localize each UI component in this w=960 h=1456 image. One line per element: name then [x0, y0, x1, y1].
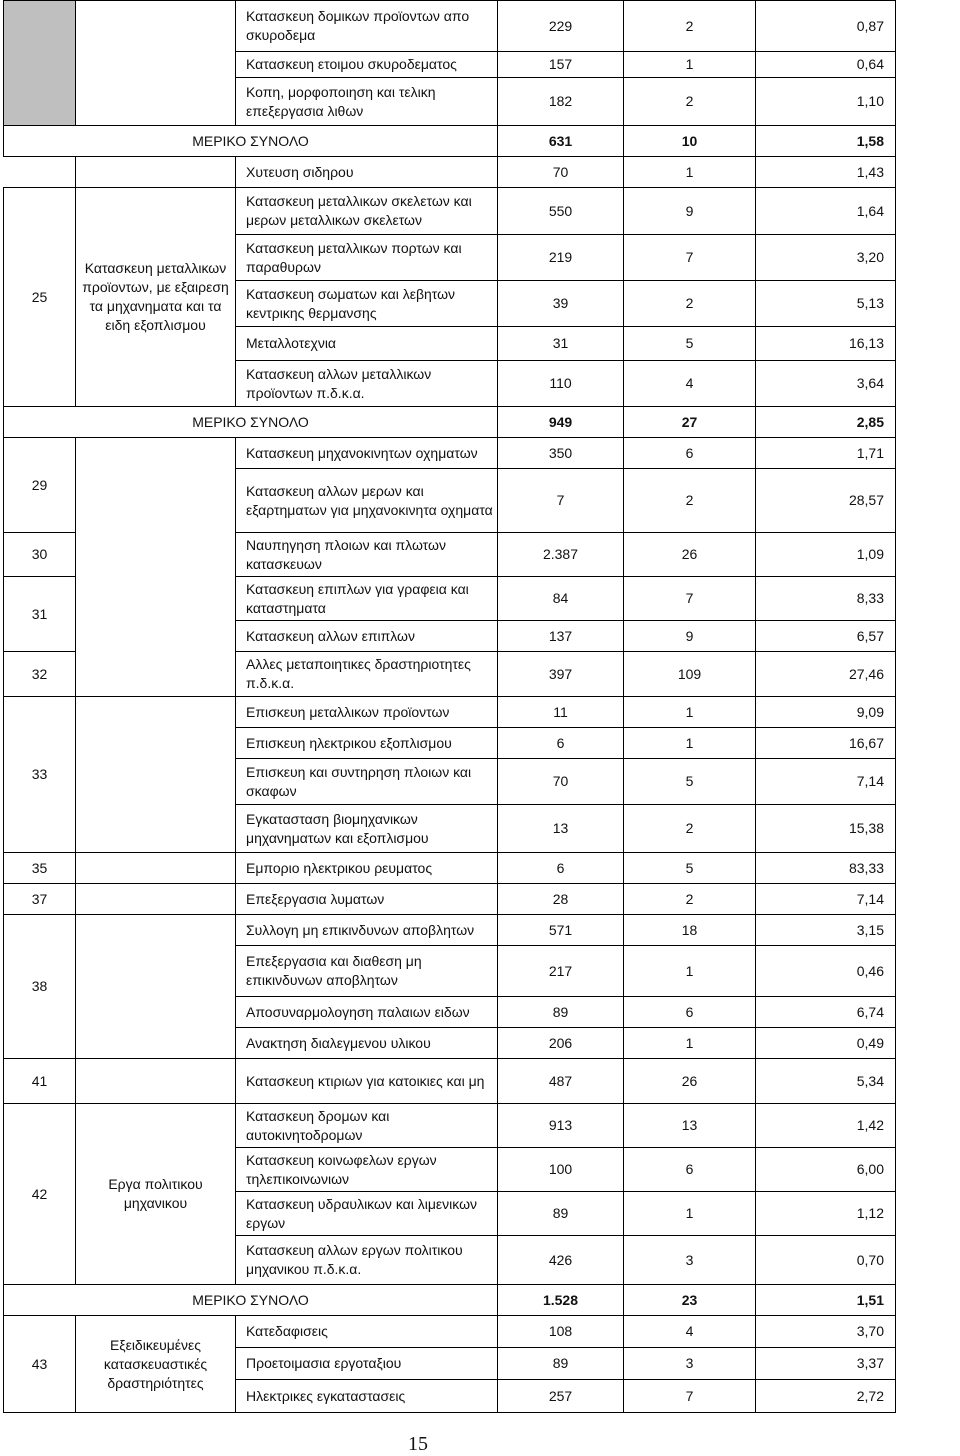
ratio-cell: 6,74 [755, 996, 896, 1028]
subtotal-label: ΜΕΡΙΚΟ ΣΥΝΟΛΟ [3, 1284, 498, 1316]
total-cell: 913 [497, 1103, 624, 1148]
activity-cell: Κατασκευη μεταλλικων πορτων και παραθυρων [235, 234, 498, 281]
activity-cell: Κατασκευη αλλων εργων πολιτικου μηχανικου π.δ.κ.α. [235, 1235, 498, 1285]
activity-cell: Επισκευη ηλεκτρικου εξοπλισμου [235, 727, 498, 759]
subtotal-label: ΜΕΡΙΚΟ ΣΥΝΟΛΟ [3, 125, 498, 157]
ratio-cell: 1,12 [755, 1191, 896, 1236]
code-cell-empty [3, 0, 76, 126]
group-cell-empty [75, 914, 236, 1059]
ratio-cell: 9,09 [755, 696, 896, 728]
activity-cell: Κατασκευη μεταλλικων σκελετων και μερων μεταλλικων σκελετων [235, 187, 498, 235]
ratio-cell: 27,46 [755, 651, 896, 697]
ratio-cell: 5,13 [755, 280, 896, 327]
subtotal-total: 1.528 [497, 1284, 624, 1316]
accidents-cell: 7 [623, 234, 756, 281]
group-cell: Κατασκευη μεταλλικων προϊοντων, με εξαιρεση τα μηχανηματα και τα ειδη εξοπλισμου [75, 187, 236, 407]
activity-cell: Προετοιμασια εργοταξιου [235, 1347, 498, 1380]
ratio-cell: 1,42 [755, 1103, 896, 1148]
ratio-cell: 7,14 [755, 758, 896, 805]
total-cell: 350 [497, 437, 624, 469]
activity-cell: Ναυπηγηση πλοιων και πλωτων κατασκευων [235, 532, 498, 577]
group-cell-empty [75, 852, 236, 884]
subtotal-ratio: 1,58 [755, 125, 896, 157]
ratio-cell: 0,64 [755, 51, 896, 78]
accidents-cell: 5 [623, 758, 756, 805]
ratio-cell: 3,70 [755, 1315, 896, 1348]
accidents-cell: 5 [623, 852, 756, 884]
code-cell: 42 [3, 1103, 76, 1285]
ratio-cell: 0,49 [755, 1027, 896, 1059]
accidents-cell: 4 [623, 1315, 756, 1348]
code-cell: 41 [3, 1058, 76, 1104]
ratio-cell: 28,57 [755, 468, 896, 533]
total-cell: 426 [497, 1235, 624, 1285]
activity-cell: Συλλογη μη επικινδυνων αποβλητων [235, 914, 498, 946]
ratio-cell: 2,72 [755, 1379, 896, 1413]
ratio-cell: 5,34 [755, 1058, 896, 1104]
activity-cell: Επισκευη και συντηρηση πλοιων και σκαφων [235, 758, 498, 805]
code-cell: 37 [3, 883, 76, 915]
ratio-cell: 7,14 [755, 883, 896, 915]
total-cell: 70 [497, 156, 624, 188]
code-cell: 29 [3, 437, 76, 533]
total-cell: 13 [497, 804, 624, 853]
subtotal-accidents: 27 [623, 406, 756, 438]
ratio-cell: 6,57 [755, 620, 896, 652]
accidents-cell: 2 [623, 77, 756, 126]
activity-cell: Χυτευση σιδηρου [235, 156, 498, 188]
total-cell: 7 [497, 468, 624, 533]
ratio-cell: 1,43 [755, 156, 896, 188]
total-cell: 31 [497, 326, 624, 361]
accidents-cell: 2 [623, 804, 756, 853]
ratio-cell: 3,15 [755, 914, 896, 946]
accidents-cell: 1 [623, 696, 756, 728]
accidents-cell: 6 [623, 437, 756, 469]
activity-cell: Κατασκευη επιπλων για γραφεια και καταστηματα [235, 576, 498, 621]
total-cell: 257 [497, 1379, 624, 1413]
activity-cell: Κατασκευη σωματων και λεβητων κεντρικης θερμανσης [235, 280, 498, 327]
code-cell: 33 [3, 696, 76, 853]
ratio-cell: 1,10 [755, 77, 896, 126]
total-cell: 70 [497, 758, 624, 805]
total-cell: 84 [497, 576, 624, 621]
page-number: 15 [408, 1433, 428, 1455]
total-cell: 6 [497, 852, 624, 884]
accidents-cell: 7 [623, 1379, 756, 1413]
ratio-cell: 16,13 [755, 326, 896, 361]
subtotal-accidents: 23 [623, 1284, 756, 1316]
total-cell: 219 [497, 234, 624, 281]
ratio-cell: 1,09 [755, 532, 896, 577]
accidents-cell: 13 [623, 1103, 756, 1148]
code-cell: 25 [3, 187, 76, 407]
total-cell: 2.387 [497, 532, 624, 577]
activity-cell: Εγκατασταση βιομηχανικων μηχανηματων και εξοπλισμου [235, 804, 498, 853]
total-cell: 550 [497, 187, 624, 235]
ratio-cell: 3,64 [755, 360, 896, 407]
total-cell: 206 [497, 1027, 624, 1059]
code-cell: 31 [3, 576, 76, 652]
activity-cell: Κατασκευη κοινωφελων εργων τηλεπικοινωνιων [235, 1147, 498, 1192]
ratio-cell: 15,38 [755, 804, 896, 853]
activity-cell: Κατασκευη δομικων προϊοντων απο σκυροδεμα [235, 0, 498, 52]
total-cell: 39 [497, 280, 624, 327]
total-cell: 110 [497, 360, 624, 407]
subtotal-accidents: 10 [623, 125, 756, 157]
total-cell: 397 [497, 651, 624, 697]
total-cell: 89 [497, 996, 624, 1028]
total-cell: 6 [497, 727, 624, 759]
accidents-cell: 2 [623, 280, 756, 327]
group-cell-empty [75, 696, 236, 853]
accidents-cell: 109 [623, 651, 756, 697]
activity-cell: Κατασκευη αλλων μεταλλικων προϊοντων π.δ.κ.α. [235, 360, 498, 407]
total-cell: 89 [497, 1191, 624, 1236]
activity-cell: Επεξεργασια λυματων [235, 883, 498, 915]
activity-cell: Κατασκευη ετοιμου σκυροδεματος [235, 51, 498, 78]
code-cell: 35 [3, 852, 76, 884]
subtotal-total: 631 [497, 125, 624, 157]
activity-cell: Επεξεργασια και διαθεση μη επικινδυνων αποβλητων [235, 945, 498, 997]
activity-cell: Κατασκευη αλλων μερων και εξαρτηματων για μηχανοκινητα οχηματα [235, 468, 498, 533]
ratio-cell: 8,33 [755, 576, 896, 621]
group-cell-empty [75, 156, 236, 188]
accidents-cell: 26 [623, 532, 756, 577]
group-cell: Εργα πολιτικου μηχανικου [75, 1103, 236, 1285]
accidents-cell: 2 [623, 0, 756, 52]
accidents-cell: 9 [623, 620, 756, 652]
subtotal-total: 949 [497, 406, 624, 438]
total-cell: 217 [497, 945, 624, 997]
code-cell: 43 [3, 1315, 76, 1413]
activity-cell: Κατασκευη δρομων και αυτοκινητοδρομων [235, 1103, 498, 1148]
activity-cell: Ανακτηση διαλεγμενου υλικου [235, 1027, 498, 1059]
accidents-cell: 2 [623, 468, 756, 533]
accidents-cell: 26 [623, 1058, 756, 1104]
activity-cell: Κατεδαφισεις [235, 1315, 498, 1348]
accidents-cell: 1 [623, 1191, 756, 1236]
code-cell: 30 [3, 532, 76, 577]
total-cell: 108 [497, 1315, 624, 1348]
ratio-cell: 3,20 [755, 234, 896, 281]
activity-cell: Ηλεκτρικες εγκαταστασεις [235, 1379, 498, 1413]
activity-cell: Αλλες μεταποιητικες δραστηριοτητες π.δ.κ.α. [235, 651, 498, 697]
subtotal-label: ΜΕΡΙΚΟ ΣΥΝΟΛΟ [3, 406, 498, 438]
ratio-cell: 1,64 [755, 187, 896, 235]
activity-cell: Κατασκευη μηχανοκινητων οχηματων [235, 437, 498, 469]
total-cell: 157 [497, 51, 624, 78]
ratio-cell: 3,37 [755, 1347, 896, 1380]
total-cell: 229 [497, 0, 624, 52]
group-cell-empty [75, 437, 236, 697]
total-cell: 11 [497, 696, 624, 728]
activity-cell: Κατασκευη υδραυλικων και λιμενικων εργων [235, 1191, 498, 1236]
accidents-cell: 9 [623, 187, 756, 235]
total-cell: 571 [497, 914, 624, 946]
total-cell: 182 [497, 77, 624, 126]
subtotal-ratio: 1,51 [755, 1284, 896, 1316]
group-cell: Εξειδικευμένες κατασκευαστικές δραστηριότητες [75, 1315, 236, 1413]
ratio-cell: 0,87 [755, 0, 896, 52]
group-cell-empty [75, 1058, 236, 1104]
total-cell: 487 [497, 1058, 624, 1104]
activity-cell: Αποσυναρμολογηση παλαιων ειδων [235, 996, 498, 1028]
accidents-cell: 7 [623, 576, 756, 621]
ratio-cell: 0,70 [755, 1235, 896, 1285]
accidents-cell: 3 [623, 1347, 756, 1380]
total-cell: 100 [497, 1147, 624, 1192]
ratio-cell: 6,00 [755, 1147, 896, 1192]
activity-cell: Εμποριο ηλεκτρικου ρευματος [235, 852, 498, 884]
accidents-cell: 1 [623, 945, 756, 997]
accidents-cell: 2 [623, 883, 756, 915]
ratio-cell: 0,46 [755, 945, 896, 997]
subtotal-ratio: 2,85 [755, 406, 896, 438]
accidents-cell: 1 [623, 727, 756, 759]
accidents-cell: 1 [623, 1027, 756, 1059]
activity-cell: Κοπη, μορφοποιηση και τελικη επεξεργασια λιθων [235, 77, 498, 126]
accidents-cell: 1 [623, 51, 756, 78]
ratio-cell: 16,67 [755, 727, 896, 759]
accidents-cell: 5 [623, 326, 756, 361]
total-cell: 28 [497, 883, 624, 915]
code-cell: 32 [3, 651, 76, 697]
accidents-cell: 4 [623, 360, 756, 407]
accidents-cell: 3 [623, 1235, 756, 1285]
ratio-cell: 83,33 [755, 852, 896, 884]
group-cell-empty [75, 0, 236, 126]
ratio-cell: 1,71 [755, 437, 896, 469]
code-cell: 38 [3, 914, 76, 1059]
total-cell: 137 [497, 620, 624, 652]
accidents-cell: 6 [623, 996, 756, 1028]
accidents-cell: 18 [623, 914, 756, 946]
group-cell-empty [75, 883, 236, 915]
accidents-cell: 1 [623, 156, 756, 188]
activity-cell: Κατασκευη αλλων επιπλων [235, 620, 498, 652]
activity-cell: Επισκευη μεταλλικων προϊοντων [235, 696, 498, 728]
accidents-cell: 6 [623, 1147, 756, 1192]
activity-cell: Μεταλλοτεχνια [235, 326, 498, 361]
activity-cell: Κατασκευη κτιριων για κατοικιες και μη [235, 1058, 498, 1104]
total-cell: 89 [497, 1347, 624, 1380]
